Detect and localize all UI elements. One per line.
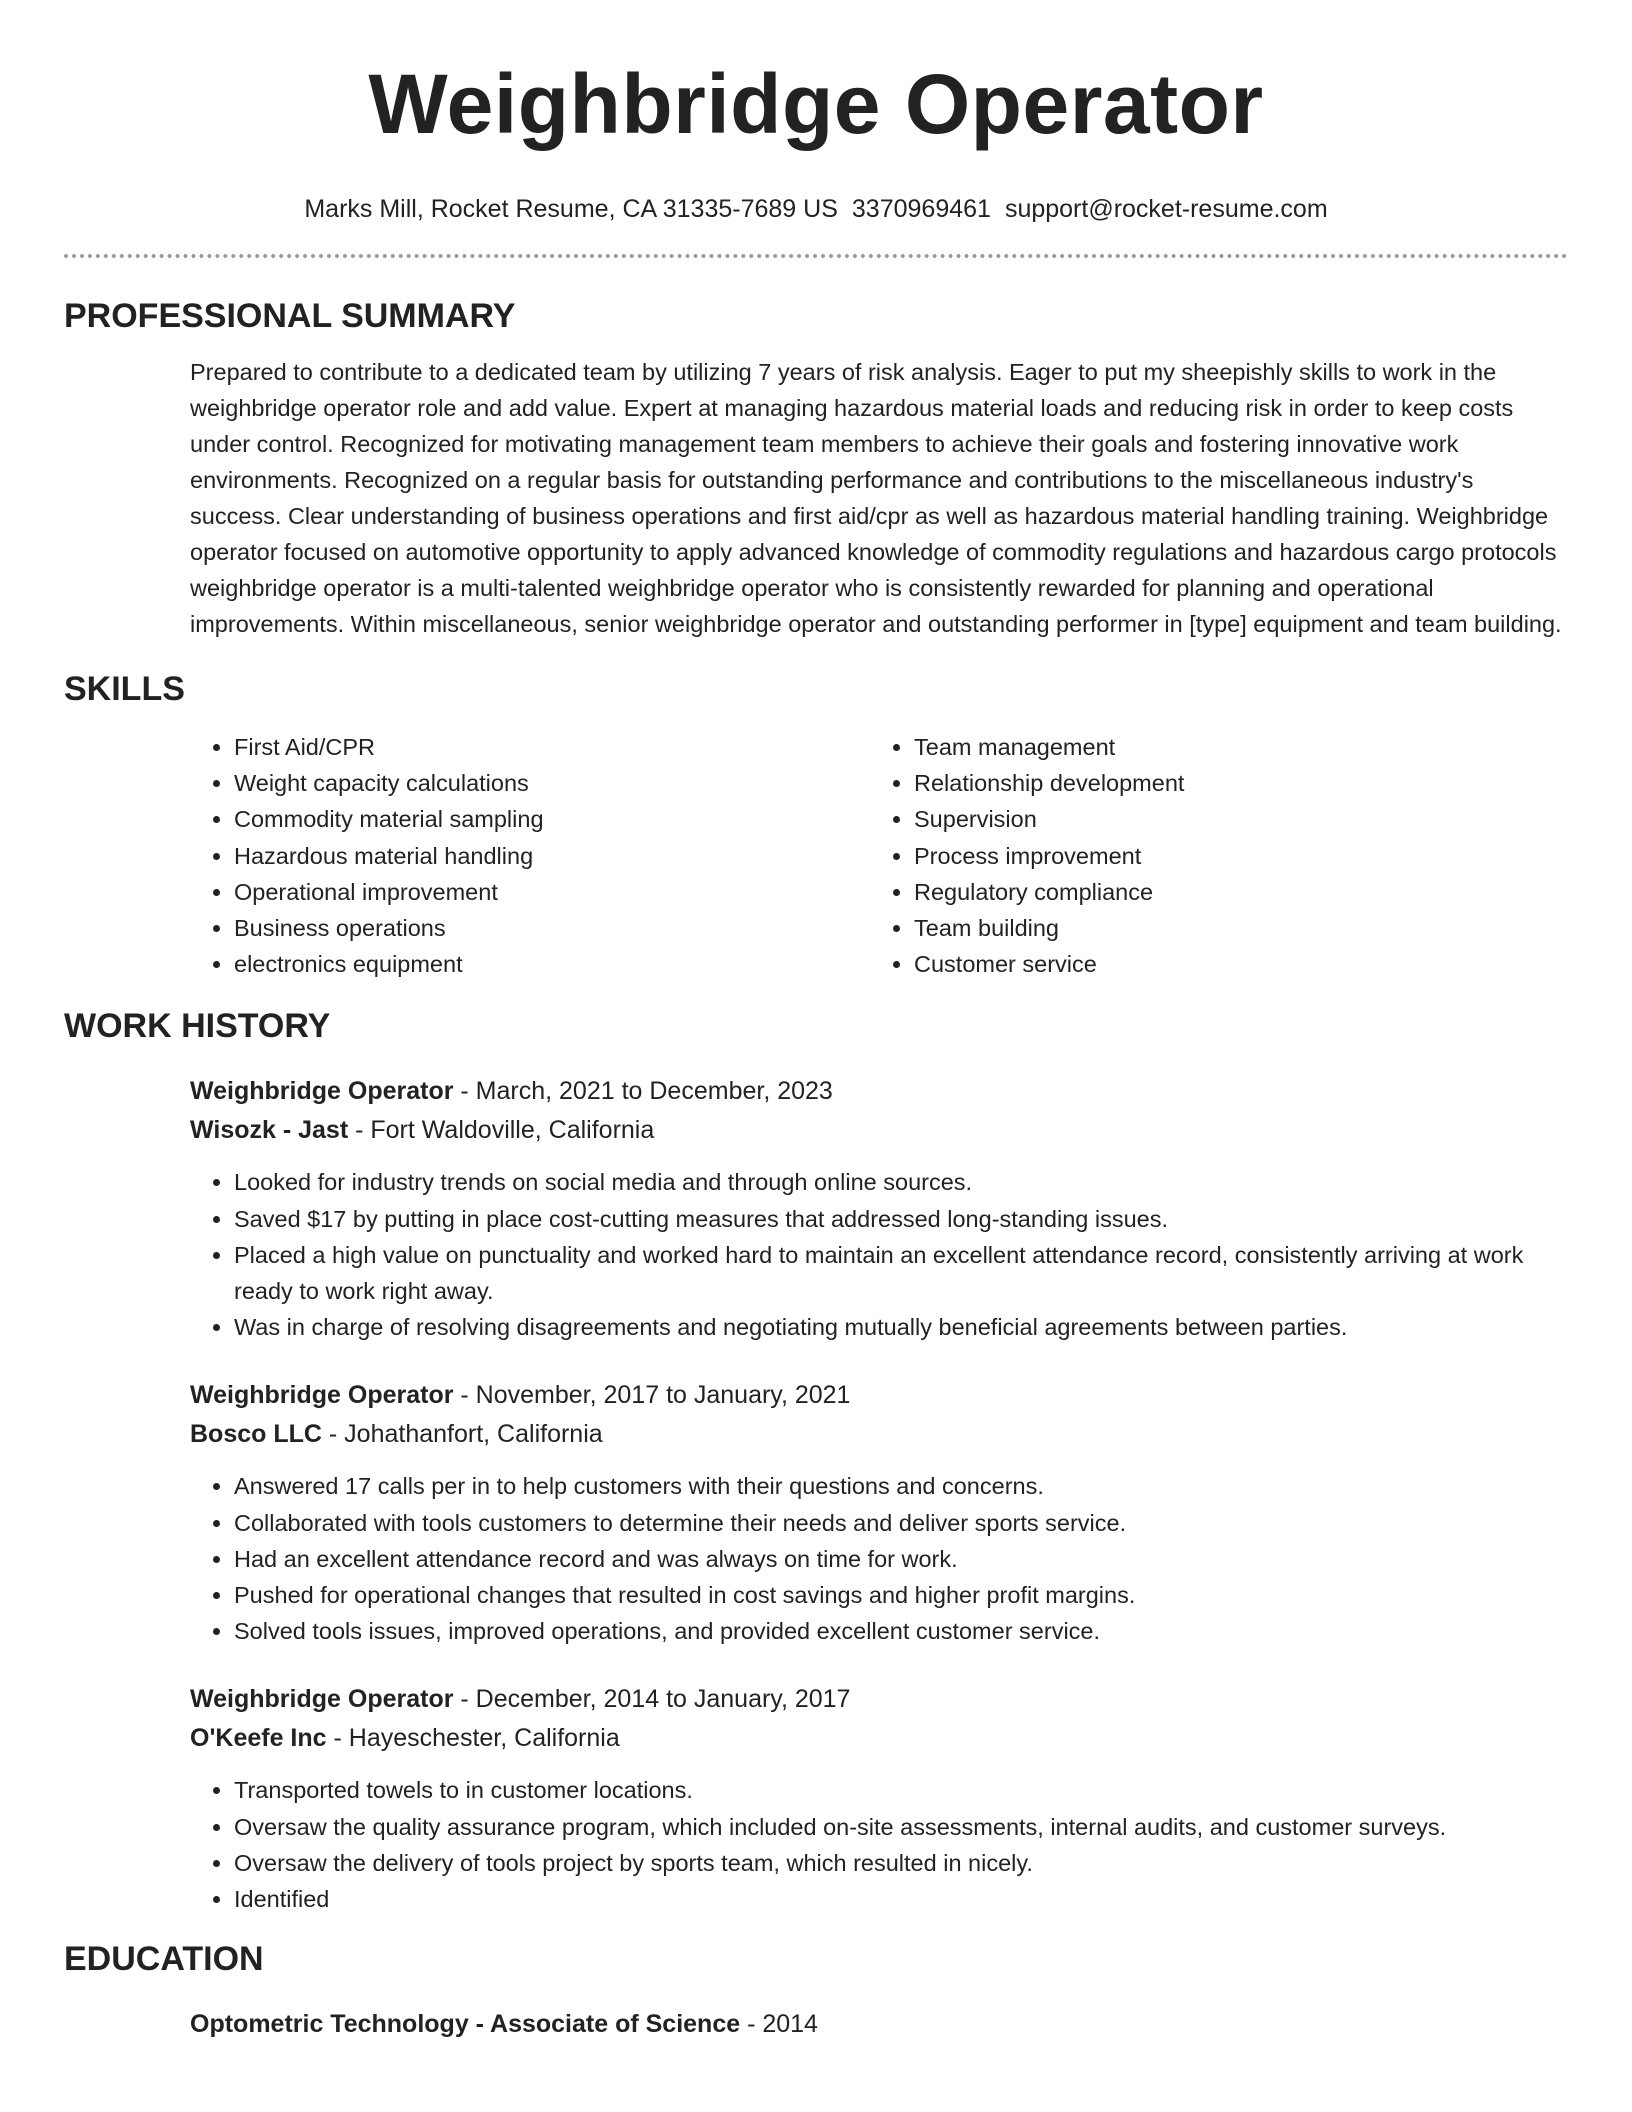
job-company: Bosco LLC [190, 1420, 322, 1449]
job-company-line [190, 1719, 1568, 1758]
job-dates: - December, 2014 to January, 2017 [453, 1685, 851, 1714]
education-degree: Optometric Technology - Associate of Science [190, 2010, 741, 2039]
job-bullet: • Identified [234, 1881, 1568, 1917]
skill-item: • Process improvement [914, 838, 1184, 874]
skills-column-left [190, 729, 870, 982]
job-title-line [190, 1376, 1568, 1415]
skill-item: • Operational improvement [234, 874, 870, 910]
skills-heading: SKILLS [64, 670, 185, 708]
skill-item: • Commodity material sampling [234, 801, 870, 837]
header-divider [64, 254, 1568, 258]
job-company-line [190, 1111, 1568, 1150]
job-bullet: • Was in charge of resolving disagreements and negotiating mutually beneficial agreements between parties. [234, 1309, 1568, 1345]
skill-item: • Supervision [914, 801, 1184, 837]
job-bullet: • Oversaw the delivery of tools project by sports team, which resulted in nicely. [234, 1845, 1568, 1881]
job-bullet: • Saved $17 by putting in place cost-cutting measures that addressed long-standing issues. [234, 1201, 1568, 1237]
job-role: Weighbridge Operator [190, 1381, 454, 1410]
job-bullet: • Answered 17 calls per in to help customers with their questions and concerns. [234, 1468, 1568, 1504]
contact-phone: 3370969461 [851, 195, 991, 223]
skill-item: • Weight capacity calculations [234, 765, 870, 801]
candidate-name: Weighbridge Operator [368, 57, 1264, 151]
contact-email: support@rocket-resume.com [1004, 195, 1328, 223]
skill-item: • Team building [914, 910, 1184, 946]
job-dates: - November, 2017 to January, 2021 [453, 1381, 851, 1410]
summary-heading: PROFESSIONAL SUMMARY [64, 297, 516, 335]
job-bullet: • Transported towels to in customer locations. [234, 1772, 1568, 1808]
job-role: Weighbridge Operator [190, 1077, 454, 1106]
job-dates: - March, 2021 to December, 2023 [453, 1077, 833, 1106]
skill-item: • Hazardous material handling [234, 838, 870, 874]
job-entry [190, 1376, 1568, 1649]
job-entry [190, 1072, 1568, 1345]
job-location: - Hayeschester, California [326, 1724, 620, 1753]
education-entry [190, 2005, 1568, 2044]
skill-item: • First Aid/CPR [234, 729, 870, 765]
job-bullets [190, 1164, 1568, 1345]
skill-item: • Business operations [234, 910, 870, 946]
contact-line [64, 194, 1568, 224]
job-title-line [190, 1680, 1568, 1719]
skills-list [190, 729, 1568, 982]
skill-item: • Team management [914, 729, 1184, 765]
job-bullets [190, 1772, 1568, 1917]
job-bullet: • Placed a high value on punctuality and worked hard to maintain an excellent attendance record, consistently arriving at work ready to work right away. [234, 1237, 1568, 1309]
skills-column-right [870, 729, 1184, 982]
job-location: - Johathanfort, California [321, 1420, 603, 1449]
work-history-heading: WORK HISTORY [64, 1007, 331, 1046]
skill-item: • Customer service [914, 946, 1184, 982]
job-company: O'Keefe Inc [190, 1724, 327, 1753]
job-company: Wisozk - Jast [190, 1116, 349, 1145]
job-role: Weighbridge Operator [190, 1685, 454, 1714]
skill-item: • electronics equipment [234, 946, 870, 982]
job-location: - Fort Waldoville, California [348, 1116, 655, 1145]
job-bullet: • Pushed for operational changes that resulted in cost savings and higher profit margins. [234, 1577, 1568, 1613]
summary-text: Prepared to contribute to a dedicated team by utilizing 7 years of risk analysis. Eager to put my sheepishly skills to work in the weighbridge operator role and add value. Expert at managing hazardous material loads and reducing risk in order to keep costs under control. Recognized for motivating management team members to achieve their goals and fostering innovative work environments. Recognized on a regular basis for outstanding performance and contributions to the miscellaneous industry's success. Clear understanding of business operations and first aid/cpr as well as hazardous material handling training. Weighbridge operator focused on automotive opportunity to apply advanced knowledge of commodity regulations and hazardous cargo protocols weighbridge operator is a multi-talented weighbridge operator who is consistently rewarded for planning and operational improvements. Within miscellaneous, senior weighbridge operator and outstanding performer in [type] equipment and team building. [190, 359, 1562, 637]
job-entry [190, 1680, 1568, 1917]
job-bullet: • Looked for industry trends on social media and through online sources. [234, 1164, 1568, 1200]
skill-item: • Relationship development [914, 765, 1184, 801]
skill-item: • Regulatory compliance [914, 874, 1184, 910]
job-bullet: • Solved tools issues, improved operations, and provided excellent customer service. [234, 1613, 1568, 1649]
job-bullet: • Collaborated with tools customers to determine their needs and deliver sports service. [234, 1505, 1568, 1541]
job-bullets [190, 1468, 1568, 1649]
job-bullet: • Had an excellent attendance record and was always on time for work. [234, 1541, 1568, 1577]
job-company-line [190, 1415, 1568, 1454]
contact-address: Marks Mill, Rocket Resume, CA 31335-7689 US [304, 195, 838, 223]
job-title-line [190, 1072, 1568, 1111]
education-year: - 2014 [740, 2010, 818, 2039]
job-bullet: • Oversaw the quality assurance program, which included on-site assessments, internal audits, and customer surveys. [234, 1809, 1568, 1845]
education-heading: EDUCATION [64, 1940, 264, 1979]
